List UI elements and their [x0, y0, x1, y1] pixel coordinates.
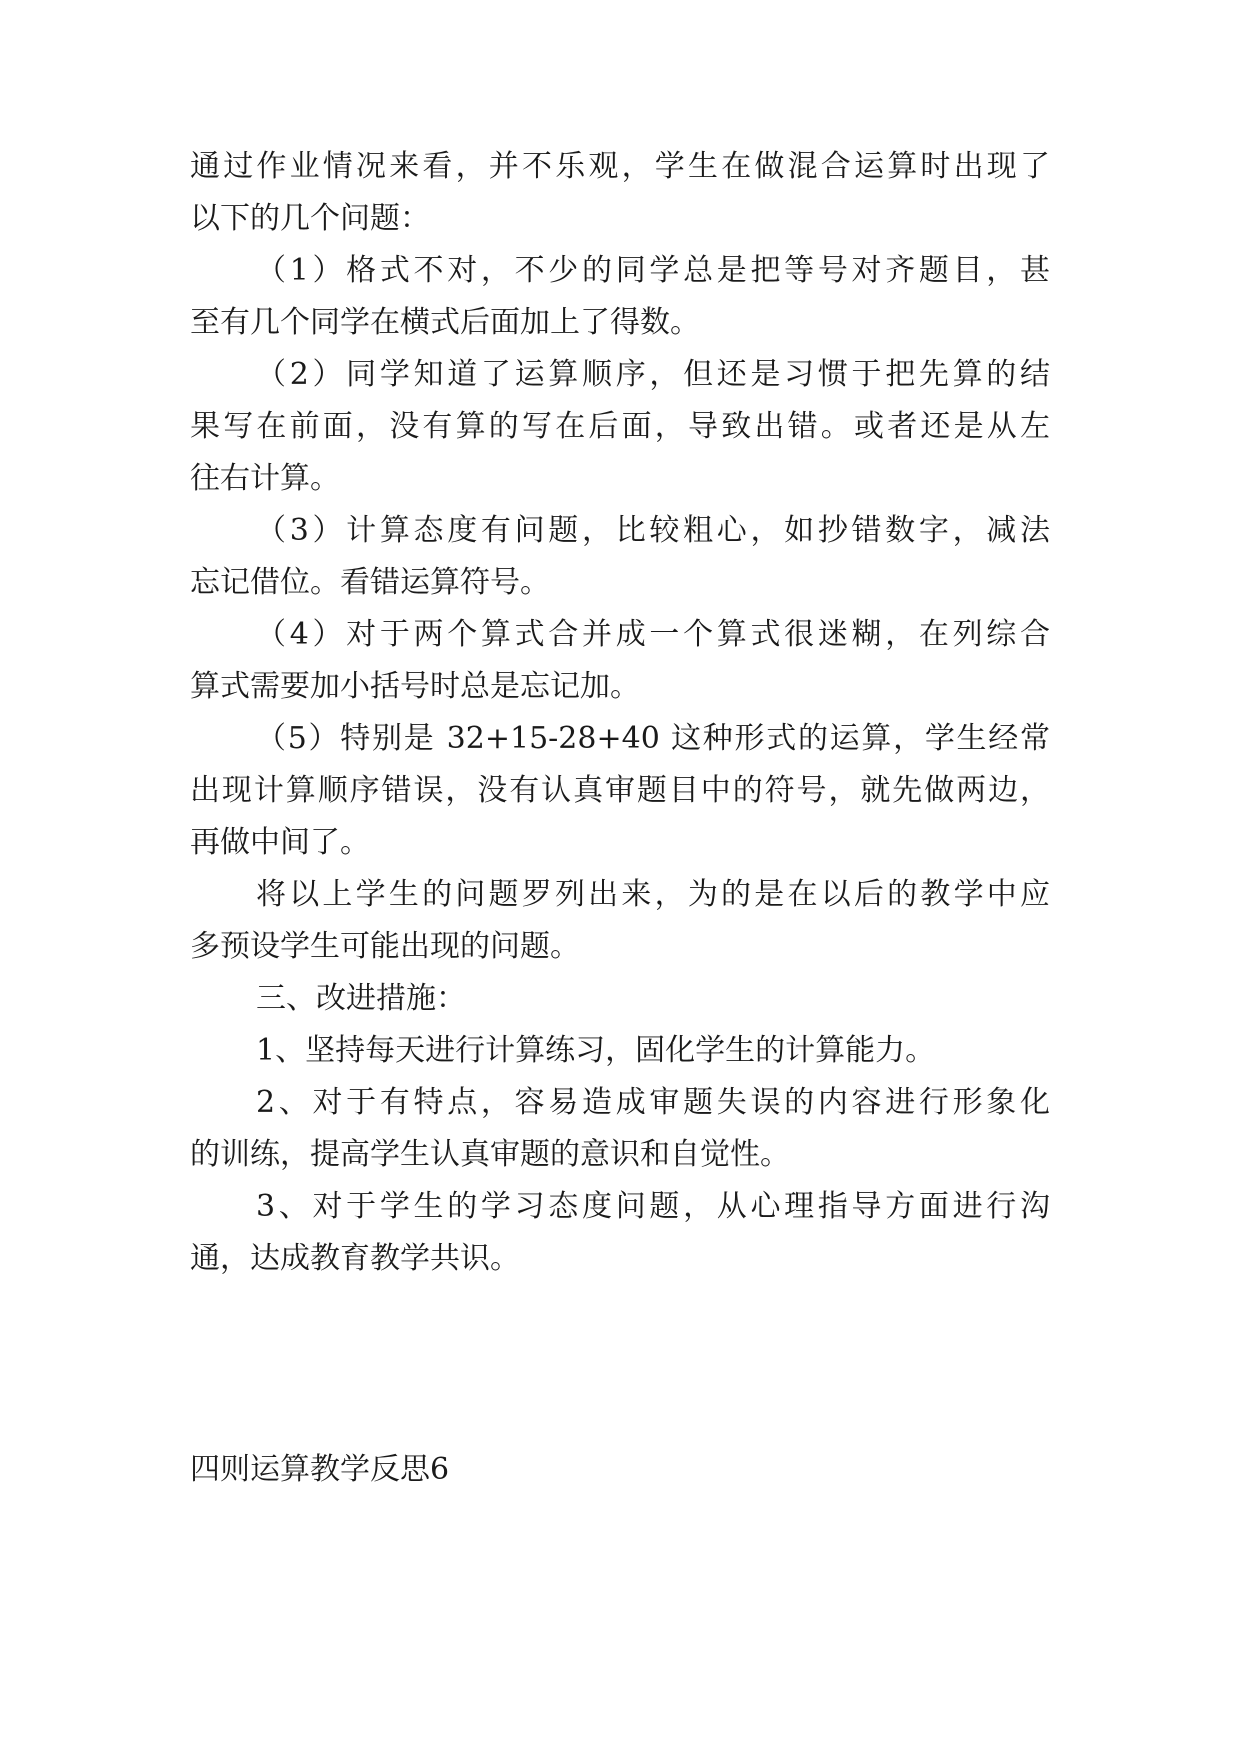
body-text-line: 多预设学生可能出现的问题。 [190, 929, 580, 964]
list-item-line: 往右计算。 [190, 461, 340, 496]
list-item-line: （4）对于两个算式合并成一个算式很迷糊，在列综合 [256, 617, 1050, 652]
list-item-line: 至有几个同学在横式后面加上了得数。 [190, 305, 700, 340]
list-item-line: 果写在前面，没有算的写在后面，导致出错。或者还是从左 [190, 409, 1050, 444]
list-item-line: （3）计算态度有问题，比较粗心，如抄错数字，减法 [256, 513, 1050, 548]
list-item-line: （1）格式不对，不少的同学总是把等号对齐题目，甚 [256, 253, 1050, 288]
list-item-line: 通，达成教育教学共识。 [190, 1241, 520, 1276]
body-text-line: 将以上学生的问题罗列出来，为的是在以后的教学中应 [256, 877, 1050, 912]
body-text-line: 以下的几个问题： [190, 201, 430, 236]
section-heading: 三、改进措施： [256, 981, 466, 1016]
list-item-line: 忘记借位。看错运算符号。 [190, 565, 550, 600]
list-item-line: 再做中间了。 [190, 825, 370, 860]
section-title: 四则运算教学反思6 [190, 1452, 450, 1487]
list-item-line: 的训练，提高学生认真审题的意识和自觉性。 [190, 1137, 790, 1172]
list-item-line: 2、对于有特点，容易造成审题失误的内容进行形象化 [256, 1085, 1050, 1120]
list-item-line: 3、对于学生的学习态度问题，从心理指导方面进行沟 [256, 1189, 1050, 1224]
list-item-line: （5）特别是 32+15-28+40 这种形式的运算，学生经常 [256, 721, 1050, 756]
list-item-line: 1、坚持每天进行计算练习，固化学生的计算能力。 [256, 1033, 936, 1068]
list-item-line: 出现计算顺序错误，没有认真审题目中的符号，就先做两边， [190, 773, 1050, 808]
list-item-line: （2）同学知道了运算顺序，但还是习惯于把先算的结 [256, 357, 1050, 392]
body-text-line: 通过作业情况来看，并不乐观，学生在做混合运算时出现了 [190, 149, 1050, 184]
list-item-line: 算式需要加小括号时总是忘记加。 [190, 669, 640, 704]
